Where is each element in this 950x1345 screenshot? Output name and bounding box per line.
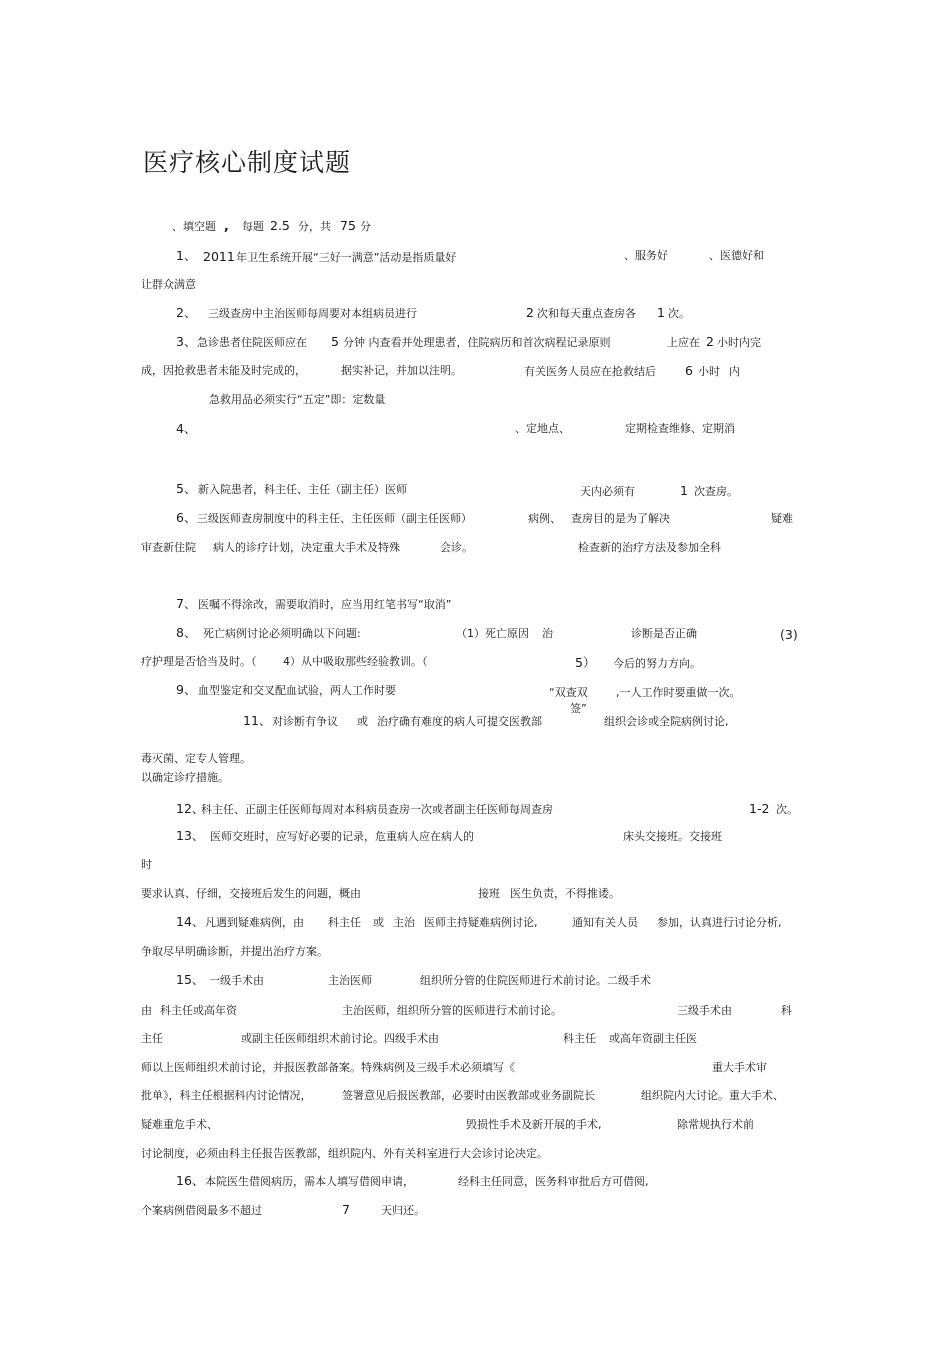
question-text: 签”: [570, 702, 587, 715]
question-text: 诊断是否正确: [631, 627, 697, 640]
question-text: 检查新的治疗方法及参加全科: [578, 541, 721, 554]
question-text: 对诊断有争议: [272, 715, 338, 728]
question-number: 14、: [176, 914, 205, 929]
question-text: 主治医师，组织所分管的医师进行术前讨论。: [342, 1004, 562, 1017]
question-text: 据实补记，并加以注明。: [341, 364, 462, 377]
question-text: 三级医师查房制度中的科主任、主任医师（副主任医师）: [197, 512, 472, 525]
question-text: 新入院患者，科主任、主任（副主任）医师: [198, 483, 407, 496]
question-text: 科: [781, 1004, 792, 1017]
question-text: 主任: [141, 1032, 163, 1045]
question-text: 经科主任同意，医务科审批后方可借阅,: [458, 1175, 649, 1188]
section-total: 75: [340, 218, 356, 233]
question-number: 4、: [176, 421, 197, 436]
question-text: 毁损性手术及新开展的手术,: [466, 1118, 602, 1131]
question-text: 次和每天重点查房各: [537, 307, 636, 320]
question-text: 2: [706, 334, 714, 349]
question-text: 疑难: [771, 512, 793, 525]
question-text: 三级手术由: [677, 1004, 732, 1017]
question-text: 或高年资副主任医: [609, 1032, 697, 1045]
question-text: 次查房。: [694, 485, 738, 498]
question-text: (3): [780, 627, 798, 642]
question-text: 科主任: [563, 1032, 596, 1045]
question-text: 或副主任医师组织术前讨论。四级手术由: [241, 1032, 439, 1045]
question-number: 12、: [176, 801, 205, 816]
section-text: 分，共: [298, 220, 331, 233]
question-text: 、医德好和: [709, 249, 764, 262]
question-number: 8、: [176, 625, 197, 640]
question-text: 参加，认真进行讨论分析,: [657, 916, 782, 929]
question-text: 组织院内大讨论。重大手术、: [641, 1089, 784, 1102]
question-text: 急救用品必须实行“五定”即：定数量: [209, 393, 386, 406]
question-text: 疗护理是否恰当及时。（: [141, 655, 257, 668]
question-text: 次。: [668, 307, 690, 320]
question-text: ,一人工作时要重做一次。: [616, 686, 741, 699]
question-text: 5）: [575, 655, 596, 670]
question-text: 科主任: [328, 916, 361, 929]
question-text: 医师交班时，应写好必要的记录，危重病人应在病人的: [210, 830, 474, 843]
question-text: 小时内完: [717, 336, 761, 349]
question-text: 病例、: [528, 512, 561, 525]
question-text: 成，因抢救患者未能及时完成的，: [141, 364, 306, 377]
question-text: 毒灭菌、定专人管理。: [141, 752, 251, 765]
question-number: 7、: [176, 596, 197, 611]
question-text: “双查双: [549, 686, 588, 699]
section-text: 分: [360, 220, 371, 233]
question-text: 争取尽早明确诊断，并提出治疗方案。: [141, 945, 328, 958]
question-number: 13、: [176, 828, 205, 843]
question-text: 6: [685, 363, 693, 378]
question-text: 或: [357, 715, 368, 728]
question-number: 16、: [176, 1173, 205, 1188]
question-text: 小时: [698, 365, 720, 378]
question-text: 或: [373, 916, 384, 929]
question-text: 审查新住院: [141, 541, 196, 554]
question-text: 天内必须有: [580, 485, 635, 498]
question-text: 三级查房中主治医师每周要对本组病员进行: [208, 307, 417, 320]
question-text: 让群众满意: [141, 278, 196, 291]
question-text: 主治: [393, 916, 415, 929]
section-text: 每题: [242, 220, 264, 233]
question-text: 由: [141, 1004, 152, 1017]
question-text: 时: [141, 858, 152, 871]
question-text: 治: [542, 627, 553, 640]
question-text: 定期检查维修、定期消: [625, 422, 735, 435]
question-text: 1: [657, 305, 665, 320]
question-text: 医嘱不得涂改，需要取消时，应当用红笔书写“取消”: [198, 598, 452, 611]
question-text: 师以上医师组织术前讨论，并报医教部备案。特殊病例及三级手术必须填写《: [141, 1061, 515, 1074]
question-text: 要求认真、仔细，交接班后发生的问题，概由: [141, 887, 361, 900]
question-number: 11、: [243, 713, 272, 728]
question-text: 内: [729, 365, 740, 378]
question-text: 2: [526, 305, 534, 320]
question-text: 1-2: [749, 801, 770, 816]
question-text: 科主任或高年资: [160, 1004, 237, 1017]
question-text: 科主任、正副主任医师每周对本科病员查房一次或者副主任医师每周查房: [201, 803, 553, 816]
question-text: 病人的诊疗计划，决定重大手术及特殊: [213, 541, 400, 554]
question-text: 接班: [478, 887, 500, 900]
question-text: 组织会诊或全院病例讨论,: [604, 715, 729, 728]
question-text: 一级手术由: [209, 974, 264, 987]
question-text: 除常规执行术前: [677, 1118, 754, 1131]
question-text: 急诊患者住院医师应在: [197, 336, 307, 349]
question-number: 6、: [176, 510, 197, 525]
question-text: 讨论制度，必须由科主任报告医教部，组织院内、外有关科室进行大会诊讨论决定。: [141, 1147, 548, 1160]
question-text: 死亡病例讨论必须明确以下问题:: [203, 627, 361, 640]
section-comma: ,: [224, 218, 229, 233]
question-text: 年卫生系统开展“三好一满意”活动是指质量好: [236, 251, 457, 264]
question-number: 3、: [176, 334, 197, 349]
question-text: 有关医务人员应在抢救结后: [524, 365, 656, 378]
question-text: 床头交接班。交接班: [623, 830, 722, 843]
question-text: 分钟 内查看并处理患者，住院病历和首次病程记录原则: [343, 336, 611, 349]
question-text: 4）从中吸取那些经验教训。（: [283, 655, 428, 668]
question-text: 医师主持疑难病例讨论,: [424, 916, 538, 929]
question-text: 以确定诊疗措施。: [141, 771, 229, 784]
question-text: 主治医师: [328, 974, 372, 987]
question-text: 5: [331, 334, 339, 349]
question-text: 查房目的是为了解决: [571, 512, 670, 525]
question-text: 签署意见后报医教部，必要时由医教部或业务副院长: [342, 1089, 595, 1102]
question-text: 7: [342, 1202, 350, 1217]
question-text: 1: [680, 483, 688, 498]
question-text: 会诊。: [440, 541, 473, 554]
question-number: 5、: [176, 481, 197, 496]
question-text: 重大手术审: [712, 1061, 767, 1074]
question-text: （1）死亡原因: [456, 627, 529, 640]
question-text: 批单》，科主任根据科内讨论情况，: [141, 1089, 312, 1102]
question-text: 本院医生借阅病历，需本人填写借阅申请，: [205, 1175, 414, 1188]
section-label: 、填空题: [172, 220, 216, 233]
question-text: 医生负责，不得推诿。: [510, 887, 620, 900]
question-text: 天归还。: [381, 1204, 425, 1217]
question-text: 今后的努力方向。: [613, 657, 701, 670]
question-text: 血型鉴定和交叉配血试验，两人工作时要: [198, 684, 396, 697]
question-number: 2、: [176, 305, 197, 320]
section-score-each: 2.5: [270, 218, 290, 233]
question-text: 2011: [203, 249, 235, 264]
question-text: 上应在: [667, 336, 700, 349]
question-text: 凡遇到疑难病例，由: [205, 916, 304, 929]
question-number: 9、: [176, 682, 197, 697]
question-text: 通知有关人员: [572, 916, 638, 929]
question-text: 、定地点、: [515, 422, 570, 435]
question-number: 1、: [176, 248, 197, 263]
page-title: 医疗核心制度试题: [143, 148, 352, 177]
question-text: 组织所分管的住院医师进行术前讨论。二级手术: [420, 974, 651, 987]
question-text: 疑难重危手术、: [141, 1118, 218, 1131]
question-number: 15、: [176, 972, 205, 987]
question-text: 个案病例借阅最多不超过: [141, 1204, 262, 1217]
question-text: 、服务好: [624, 249, 668, 262]
question-text: 次。: [776, 803, 798, 816]
question-text: 治疗确有难度的病人可提交医教部: [377, 715, 542, 728]
